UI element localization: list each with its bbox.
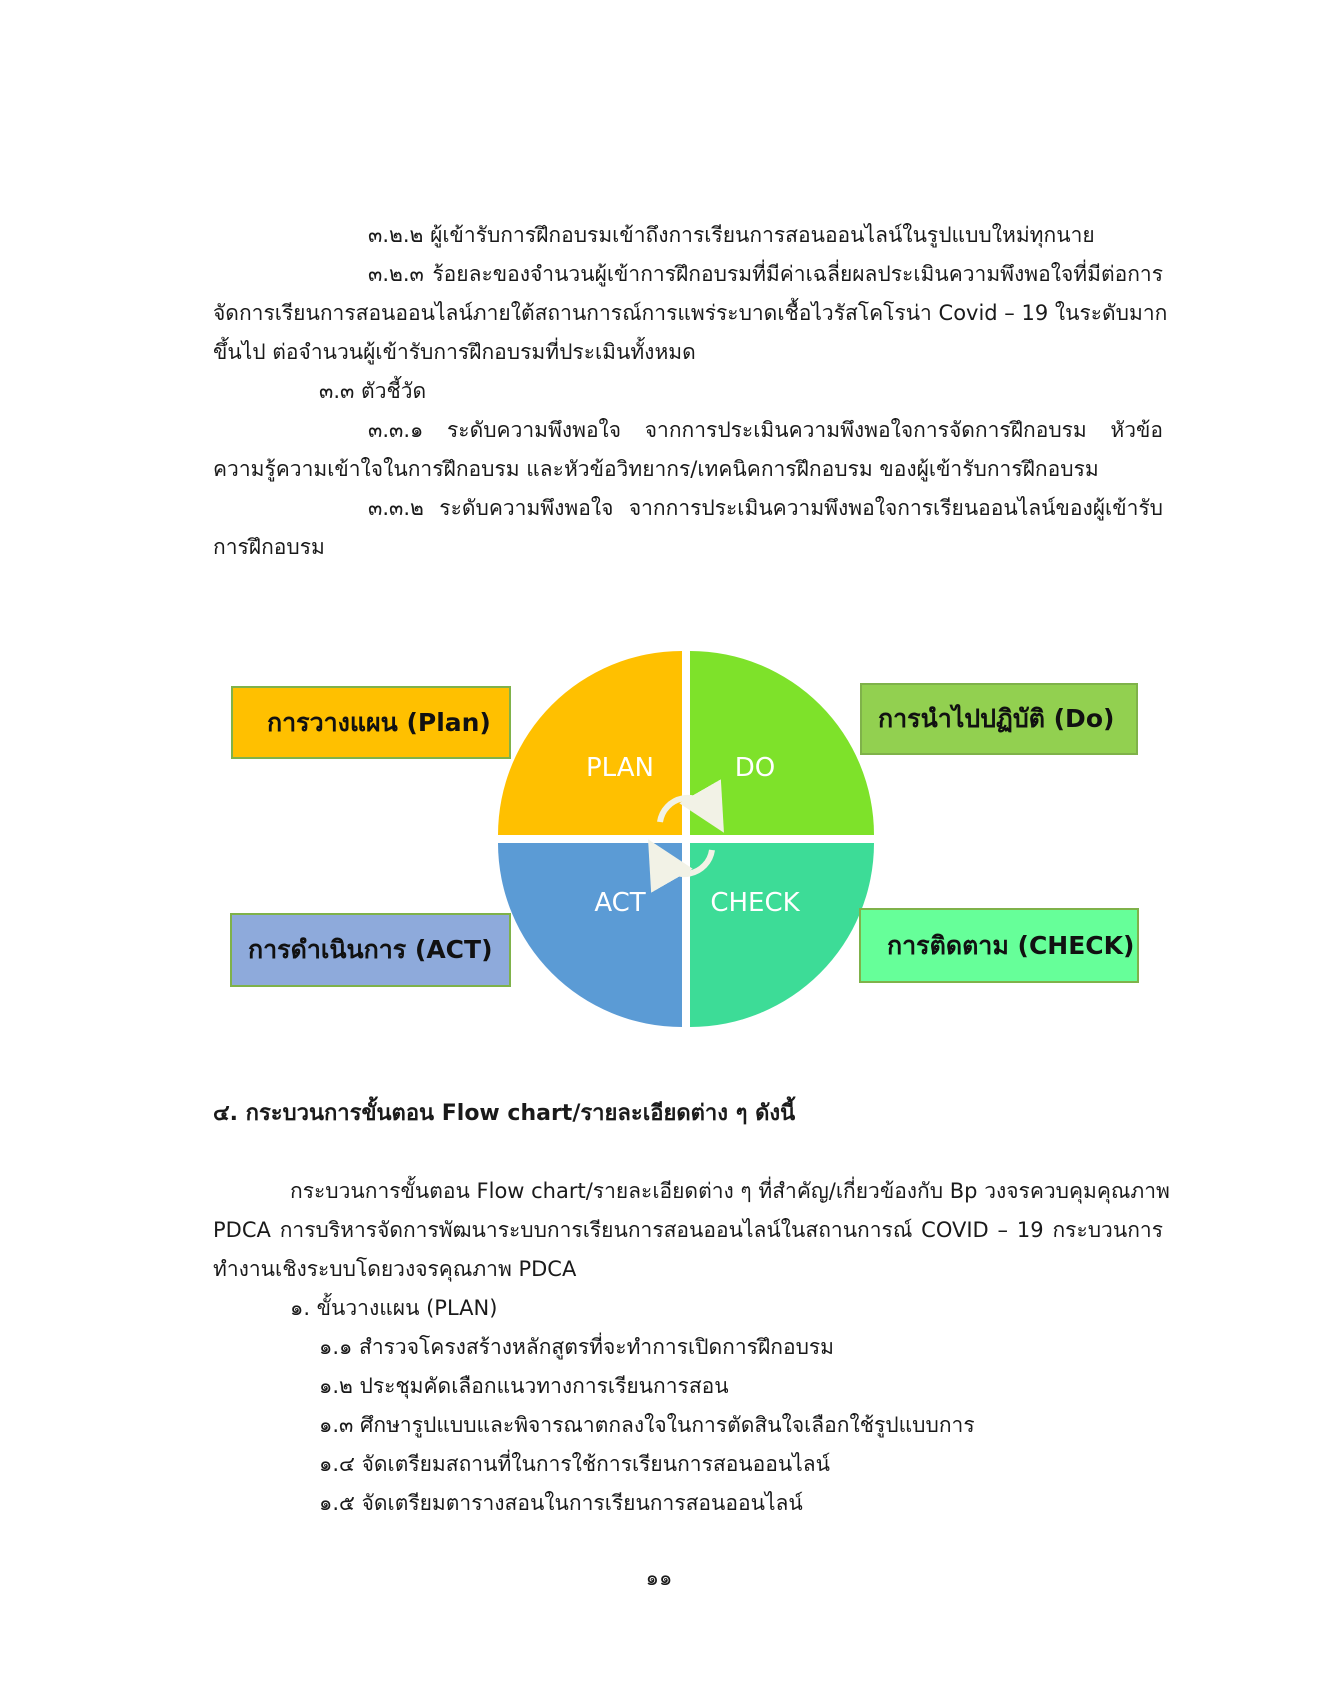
section-4-para-line-2: PDCA การบริหารจัดการพัฒนาระบบการเรียนการสอนออนไลน์ในสถานการณ์ COVID – 19 กระบวนการ xyxy=(213,1218,1163,1242)
pdca-label-check: CHECK xyxy=(710,888,800,918)
pdca-quadrant-do xyxy=(690,651,874,835)
pdca-quadrant-plan xyxy=(498,651,682,835)
section-4-heading: ๔. กระบวนการขั้นตอน Flow chart/รายละเอียดต่าง ๆ ดังนี้ xyxy=(213,1101,796,1126)
pdca-box-check: การติดตาม (CHECK) xyxy=(859,908,1139,983)
pdca-quadrant-act xyxy=(498,843,682,1027)
text-line-3-3: ๓.๓ ตัวชี้วัด xyxy=(319,379,427,403)
step-1-5: ๑.๕ จัดเตรียมตารางสอนในการเรียนการสอนออนไลน์ xyxy=(319,1491,803,1515)
step-1-plan: ๑. ขั้นวางแผน (PLAN) xyxy=(290,1296,498,1320)
page-number: ๑๑ xyxy=(645,1566,673,1590)
text-line-3-2-3-end: ขึ้นไป ต่อจำนวนผู้เข้ารับการฝึกอบรมที่ประเมินทั้งหมด xyxy=(213,340,696,364)
text-line-3-3-2: ๓.๓.๒ ระดับความพึงพอใจ จากการประเมินความพึงพอใจการเรียนออนไลน์ของผู้เข้ารับ xyxy=(368,496,1163,520)
step-1-4: ๑.๔ จัดเตรียมสถานที่ในการใช้การเรียนการสอนออนไลน์ xyxy=(319,1452,831,1476)
text-line-3-3-2-cont: การฝึกอบรม xyxy=(213,535,325,559)
section-4-para-line-3: ทำงานเชิงระบบโดยวงจรคุณภาพ PDCA xyxy=(213,1257,577,1281)
pdca-box-plan: การวางแผน (Plan) xyxy=(231,686,511,759)
text-line-3-2-3-cont: จัดการเรียนการสอนออนไลน์ภายใต้สถานการณ์การแพร่ระบาดเชื้อไวรัสโคโรน่า Covid – 19 ในระดับมาก xyxy=(213,301,1168,325)
text-line-3-3-1-cont: ความรู้ความเข้าใจในการฝึกอบรม และหัวข้อวิทยากร/เทคนิคการฝึกอบรม ของผู้เข้ารับการฝึกอบรม xyxy=(213,457,1099,481)
pdca-box-act: การดำเนินการ (ACT) xyxy=(230,913,511,987)
pdca-label-do: DO xyxy=(734,753,776,783)
pdca-box-do: การนำไปปฏิบัติ (Do) xyxy=(860,683,1138,755)
pdca-quadrant-check xyxy=(690,843,874,1027)
step-1-3: ๑.๓ ศึกษารูปแบบและพิจารณาตกลงใจในการตัดสินใจเลือกใช้รูปแบบการ xyxy=(319,1413,975,1437)
step-1-2: ๑.๒ ประชุมคัดเลือกแนวทางการเรียนการสอน xyxy=(319,1374,729,1398)
text-line-3-3-1: ๓.๓.๑ ระดับความพึงพอใจ จากการประเมินความพึงพอใจการจัดการฝึกอบรม หัวข้อ xyxy=(368,418,1163,442)
pdca-label-plan: PLAN xyxy=(586,753,654,783)
text-line-3-2-2: ๓.๒.๒ ผู้เข้ารับการฝึกอบรมเข้าถึงการเรียนการสอนออนไลน์ในรูปแบบใหม่ทุกนาย xyxy=(368,223,1095,247)
section-4-para-line-1: กระบวนการขั้นตอน Flow chart/รายละเอียดต่าง ๆ ที่สำคัญ/เกี่ยวข้องกับ Bp วงจรควบคุมคุณภาพ xyxy=(290,1179,1170,1203)
step-1-1: ๑.๑ สำรวจโครงสร้างหลักสูตรที่จะทำการเปิดการฝึกอบรม xyxy=(319,1335,835,1359)
pdca-label-act: ACT xyxy=(594,888,646,918)
text-line-3-2-3: ๓.๒.๓ ร้อยละของจำนวนผู้เข้าการฝึกอบรมที่มีค่าเฉลี่ยผลประเมินความพึงพอใจที่มีต่อการ xyxy=(368,262,1163,286)
